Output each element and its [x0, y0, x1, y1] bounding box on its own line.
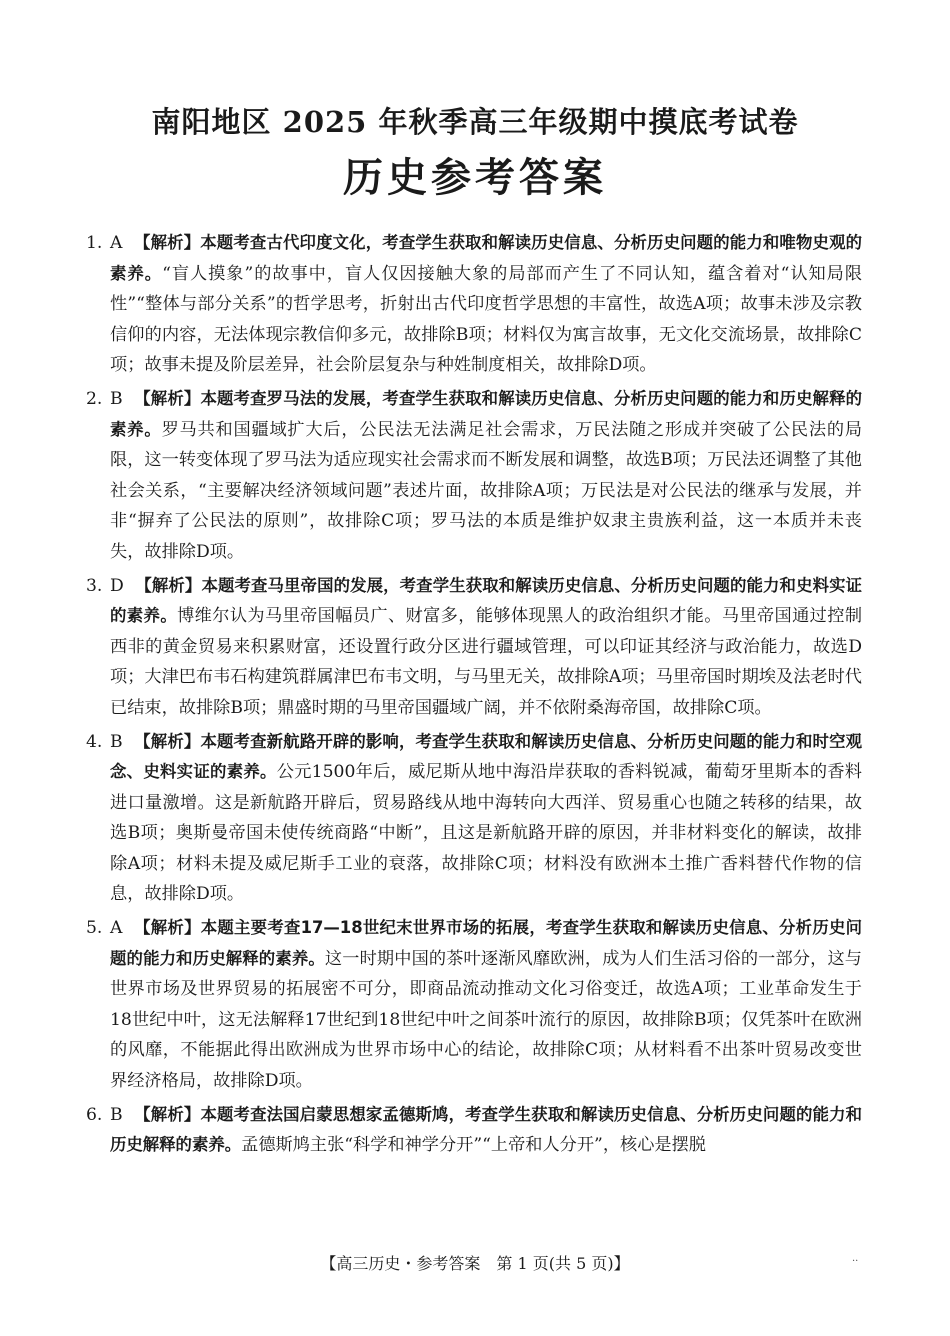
- answer-item-4: [80, 727, 862, 911]
- answer-item-5: [80, 913, 862, 1097]
- exam-title: 南阳地区 2025 年秋季高三年级期中摸底考试卷: [151, 105, 799, 139]
- answer-list: [80, 228, 862, 1164]
- analysis-focus: 本题考查马里帝国的发展，考查学生获取和解读历史信息、分析历史问题的能力和史料实证的素养。: [110, 575, 863, 626]
- analysis-tag: 【解析】: [134, 388, 201, 408]
- analysis-tag: 【解析】: [134, 1104, 201, 1124]
- analysis-tag: 【解析】: [134, 731, 201, 751]
- answer-number: 2.: [86, 388, 103, 409]
- answer-number: 5.: [86, 918, 103, 939]
- page-footer: 【高三历史・参考答案 第 1 页(共 5 页)】: [320, 1254, 630, 1273]
- analysis-tag: 【解析】: [135, 575, 202, 595]
- analysis-body: “盲人摸象”的故事中，盲人仅因接触大象的局部而产生了不同认知，蕴含着对“认知局限性”“整体与部分关系”的哲学思考，折射出古代印度哲学思想的丰富性，故选A项；故事未涉及宗教信仰的内容，无法体现宗教信仰多元，故排除B项；材料仅为寓言故事，无文化交流场景，故排除C项；故事未提及阶层差异，社会阶层复杂与种姓制度相关，故排除D项。: [110, 263, 863, 376]
- analysis-focus: 本题考查法国启蒙思想家孟德斯鸠，考查学生获取和解读历史信息、分析历史问题的能力和历史解释的素养。: [110, 1104, 863, 1155]
- answer-item-2: [80, 384, 862, 568]
- analysis-focus: 本题考查新航路开辟的影响，考查学生获取和解读历史信息、分析历史问题的能力和时空观念、史料实证的素养。: [110, 731, 863, 782]
- analysis-focus: 本题主要考查17—18世纪末世界市场的拓展，考查学生获取和解读历史信息、分析历史问题的能力和历史解释的素养。: [110, 918, 862, 968]
- answer-number: 3.: [86, 575, 103, 596]
- analysis-tag: 【解析】: [134, 918, 201, 938]
- analysis-body: 孟德斯鸠主张“科学和神学分开”“上帝和人分开”，核心是摆脱: [241, 1135, 706, 1156]
- answer-item-3: [80, 571, 862, 724]
- answer-choice: B: [110, 1104, 123, 1125]
- answer-key-title: 历史参考答案: [343, 154, 607, 201]
- answer-choice: A: [110, 233, 123, 253]
- answer-choice: D: [110, 575, 124, 596]
- analysis-body: 这一时期中国的茶叶逐渐风靡欧洲，成为人们生活习俗的一部分，这与世界市场及世界贸易的拓展密不可分，即商品流动推动文化习俗变迁，故选A项；工业革命发生于18世纪中叶，这无法解释17世纪到18世纪中叶之间茶叶流行的原因，故排除B项；仅凭茶叶在欧洲的风靡，不能据此得出欧洲成为世界市场中心的结论，故排除C项；从材料看不出茶叶贸易改变世界经济格局，故排除D项。: [110, 948, 862, 1092]
- analysis-body: 博维尔认为马里帝国幅员广、财富多，能够体现黑人的政治组织才能。马里帝国通过控制西非的黄金贸易来积累财富，还设置行政分区进行疆域管理，可以印证其经济与政治能力，故选D项；大津巴布韦石构建筑群属津巴布韦文明，与马里无关，故排除A项；马里帝国时期埃及法老时代已结束，故排除B项；鼎盛时期的马里帝国疆域广阔，并不依附桑海帝国，故排除C项。: [110, 606, 863, 718]
- analysis-tag: 【解析】: [134, 233, 201, 252]
- analysis-focus: 本题考查罗马法的发展，考查学生获取和解读历史信息、分析历史问题的能力和历史解释的素养。: [110, 388, 863, 439]
- answer-choice: A: [110, 918, 123, 939]
- answer-choice: B: [110, 731, 123, 752]
- analysis-focus: 本题考查古代印度文化，考查学生获取和解读历史信息、分析历史问题的能力和唯物史观的素养。: [110, 233, 863, 283]
- analysis-body: 公元1500年后，威尼斯从地中海沿岸获取的香料锐减，葡萄牙里斯本的香料进口量激增。这是新航路开辟后，贸易路线从地中海转向大西洋、贸易重心也随之转移的结果，故选B项；奥斯曼帝国未使传统商路“中断”，且这是新航路开辟的原因，并非材料变化的解读，故排除A项；材料未提及威尼斯手工业的衰落，故排除C项；材料没有欧洲本土推广香料替代作物的信息，故排除D项。: [110, 762, 862, 905]
- answer-number: 6.: [86, 1104, 103, 1125]
- corner-mark: ··: [852, 1256, 859, 1267]
- analysis-body: 罗马共和国疆域扩大后，公民法无法满足社会需求，万民法随之形成并突破了公民法的局限，这一转变体现了罗马法为适应现实社会需求而不断发展和调整，故选B项；万民法还调整了其他社会关系，“主要解决经济领域问题”表述片面，故排除A项；万民法是对公民法的继承与发展，并非“摒弃了公民法的原则”，故排除C项；罗马法的本质是维护奴隶主贵族利益，这一本质并未丧失，故排除D项。: [110, 419, 863, 562]
- answer-number: 1.: [86, 233, 103, 253]
- answer-number: 4.: [86, 731, 103, 752]
- answer-choice: B: [110, 388, 123, 409]
- answer-item-1: [80, 228, 862, 381]
- answer-item-6: [80, 1100, 862, 1161]
